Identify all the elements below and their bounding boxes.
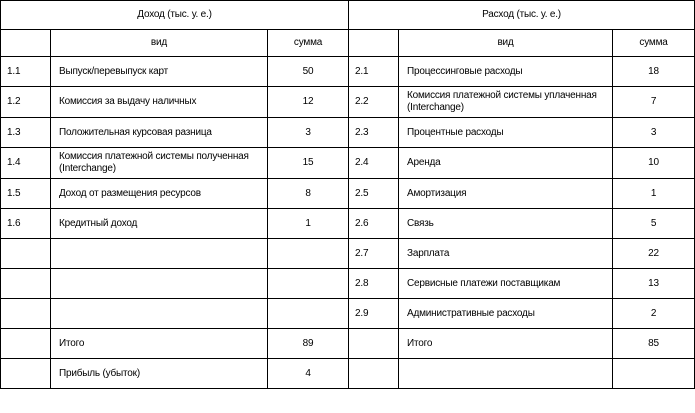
table-row [1,209,695,239]
expense-sum: 2 [613,299,695,329]
table-row [1,269,695,299]
income-name: Кредитный доход [51,209,268,239]
expense-sum: 22 [613,239,695,269]
table-row [1,299,695,329]
income-name: Доход от размещения ресурсов [51,179,268,209]
income-num: 1.3 [1,118,51,148]
income-num-header [1,30,51,57]
table-row [1,87,695,118]
income-sum-header: сумма [268,30,349,57]
income-num: 1.4 [1,148,51,179]
expense-sum-header: сумма [613,30,695,57]
income-num: 1.1 [1,57,51,87]
income-kind-header: вид [51,30,268,57]
income-name: Комиссия за выдачу наличных [51,87,268,118]
expense-num: 2.8 [349,269,399,299]
income-sum: 12 [268,87,349,118]
expense-total-sum: 85 [613,329,695,359]
profit-row [1,359,695,389]
expense-num [349,329,399,359]
total-row [1,329,695,359]
expense-sum: 10 [613,148,695,179]
expense-num: 2.3 [349,118,399,148]
expense-name: Процентные расходы [399,118,613,148]
table-row [1,148,695,179]
expense-name: Зарплата [399,239,613,269]
expense-name: Связь [399,209,613,239]
income-sum: 8 [268,179,349,209]
expense-name [399,359,613,389]
table-row [1,239,695,269]
expense-sum: 3 [613,118,695,148]
section-header-row [1,1,695,30]
income-sum: 50 [268,57,349,87]
income-num [1,299,51,329]
profit-sum: 4 [268,359,349,389]
expense-sum: 18 [613,57,695,87]
income-name: Положительная курсовая разница [51,118,268,148]
expense-name: Процессинговые расходы [399,57,613,87]
expense-sum: 7 [613,87,695,118]
income-sum: 3 [268,118,349,148]
table-row [1,179,695,209]
income-sum [268,299,349,329]
expense-sum: 13 [613,269,695,299]
profit-label: Прибыль (убыток) [51,359,268,389]
income-name [51,269,268,299]
income-sum: 15 [268,148,349,179]
expense-num: 2.7 [349,239,399,269]
income-sum: 1 [268,209,349,239]
expense-num: 2.1 [349,57,399,87]
expense-sum [613,359,695,389]
expense-sum: 5 [613,209,695,239]
expense-num [349,359,399,389]
table-row [1,118,695,148]
expense-title: Расход (тыс. у. е.) [349,1,695,30]
expense-sum: 1 [613,179,695,209]
expense-name: Комиссия платежной системы уплаченная (Interchange) [399,87,613,118]
expense-name: Аренда [399,148,613,179]
income-num: 1.6 [1,209,51,239]
income-num [1,269,51,299]
income-title: Доход (тыс. у. е.) [1,1,349,30]
income-sum [268,239,349,269]
expense-name: Административные расходы [399,299,613,329]
income-num [1,329,51,359]
expense-num: 2.9 [349,299,399,329]
income-sum [268,269,349,299]
expense-kind-header: вид [399,30,613,57]
income-num: 1.2 [1,87,51,118]
expense-total-label: Итого [399,329,613,359]
table-row [1,57,695,87]
income-num: 1.5 [1,179,51,209]
expense-name: Сервисные платежи поставщикам [399,269,613,299]
income-name [51,239,268,269]
income-total-sum: 89 [268,329,349,359]
column-header-row [1,30,695,57]
expense-num-header [349,30,399,57]
expense-num: 2.6 [349,209,399,239]
income-num [1,239,51,269]
expense-num: 2.4 [349,148,399,179]
income-name: Выпуск/перевыпуск карт [51,57,268,87]
expense-num: 2.2 [349,87,399,118]
expense-name: Амортизация [399,179,613,209]
income-name [51,299,268,329]
income-name: Комиссия платежной системы полученная (Interchange) [51,148,268,179]
income-num [1,359,51,389]
expense-num: 2.5 [349,179,399,209]
income-total-label: Итого [51,329,268,359]
